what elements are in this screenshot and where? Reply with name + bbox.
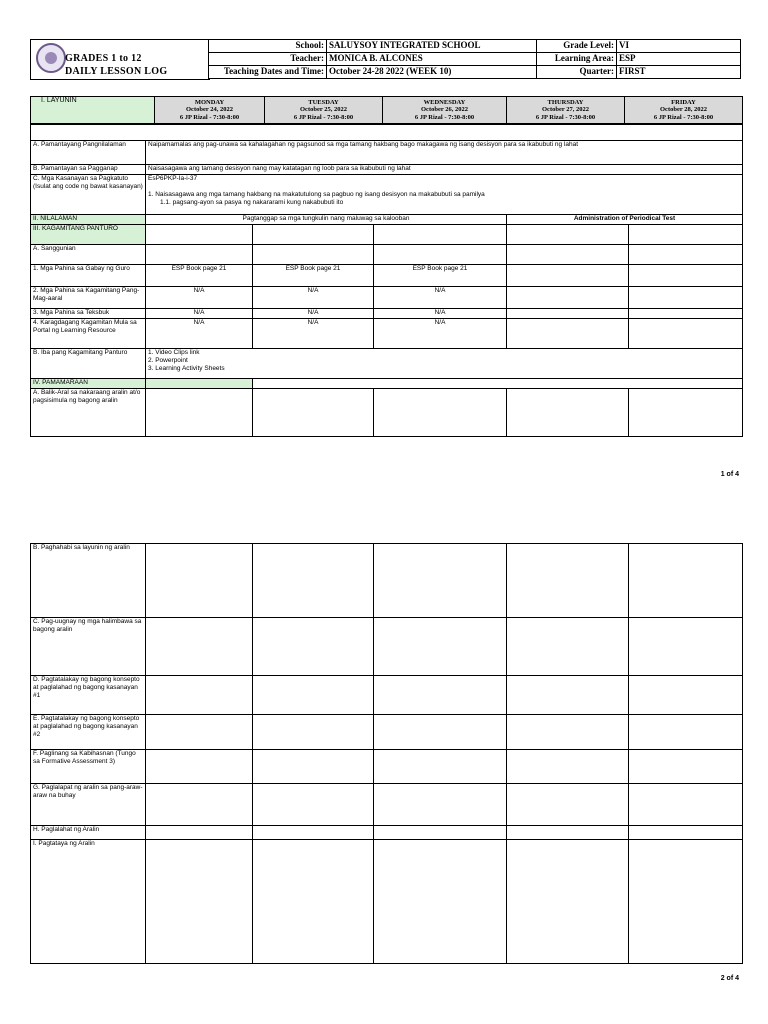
iba-pang-kagamitan-label: B. Iba pang Kagamitang Panturo [31,349,146,379]
list-item: 2. Powerpoint [148,357,188,364]
title-daily-lesson-log: DAILY LESSON LOG [65,66,168,77]
kasanayan-item-1: 1. Naisasagawa ang mga tamang hakbang na makatutulong sa pagbuo ng isang desisyon na makabubuti sa pamilya [148,191,485,198]
teksbuk-label: 3. Mga Pahina sa Teksbuk [31,309,146,319]
nilalaman-friday: Administration of Periodical Test [507,215,743,225]
pagtatalakay-1-label: D. Pagtatalakay ng bagong konsepto at paglalahad ng bagong kasanayan #1 [31,676,146,715]
day-time: 6 JP Rizal - 7:30-8:00 [179,113,240,121]
teksbuk-tuesday: N/A [253,309,374,319]
teksbuk-wednesday: N/A [374,309,507,319]
lesson-plan-table-page2 [30,543,743,964]
dates-label: Teaching Dates and Time: [209,66,327,79]
school-label: School: [209,40,327,53]
day-wednesday [383,97,507,124]
day-header-table [30,96,743,124]
day-time: 6 JP Rizal - 7:30-8:00 [414,113,475,121]
quarter-label: Quarter: [537,66,617,79]
day-time: 6 JP Rizal - 7:30-8:00 [535,113,596,121]
day-monday [155,97,265,124]
day-friday [625,97,743,124]
page-number: 1 of 4 [720,471,739,478]
day-date: October 28, 2022 [660,106,707,114]
day-name: FRIDAY [671,98,696,106]
page-number: 2 of 4 [720,975,739,982]
kagamitang-mag-aaral-label: 2. Mga Pahina sa Kagamitang Pang- Mag-aaral [31,287,146,309]
gabay-guro-label: 1. Mga Pahina sa Gabay ng Guro [31,265,146,287]
pamantayan-pagganap-text: Naisasagawa ang tamang desisyon nang may katatagan ng loob para sa ikabubuti ng lahat [146,165,743,175]
pamantayan-pagganap-label: B. Pamantayan sa Pagganap [31,165,146,175]
paglalapat-label: G. Paglalapat ng aralin sa pang-araw- araw na buhay [31,784,146,826]
iba-pang-kagamitan-list [146,349,743,379]
deped-seal-icon [36,43,66,73]
teacher-value: MONICA B. ALCONES [327,53,537,66]
list-item: 3. Learning Activity Sheets [148,365,225,372]
layunin-heading: I. LAYUNIN [31,97,155,124]
learning-area-label: Learning Area: [537,53,617,66]
dates-value: October 24-28 2022 (WEEK 10) [327,66,537,79]
quarter-value: FIRST [617,66,741,79]
karagdagang-tuesday: N/A [253,319,374,349]
karagdagang-wednesday: N/A [374,319,507,349]
mag-aaral-tuesday: N/A [253,287,374,309]
kasanayan-item-1-1: 1.1. pagsang-ayon sa pasya ng nakararami kung nakabubuti ito [160,199,344,206]
kasanayan-label: C. Mga Kasanayan sa Pagkatuto (Isulat ang code ng bawat kasanayan) [31,175,146,215]
day-name: TUESDAY [308,98,339,106]
school-value: SALUYSOY INTEGRATED SCHOOL [327,40,537,53]
day-date: October 25, 2022 [300,106,347,114]
mag-aaral-wednesday: N/A [374,287,507,309]
day-tuesday [265,97,383,124]
learning-area-value: ESP [617,53,741,66]
header-info-table [208,39,741,79]
day-time: 6 JP Rizal - 7:30-8:00 [653,113,714,121]
pamantayang-pangnilalaman-label: A. Pamantayang Pangnilalaman [31,141,146,165]
karagdagang-kagamitan-label: 4. Karagdagang Kagamitan Mula sa Portal ng Learning Resource [31,319,146,349]
gabay-guro-wednesday: ESP Book page 21 [374,265,507,287]
nilalaman-text: Pagtanggap sa mga tungkulin nang maluwag sa kalooban [146,215,507,225]
title-grades: GRADES 1 to 12 [65,53,142,64]
gabay-guro-monday: ESP Book page 21 [146,265,253,287]
pagtatalakay-2-label: E. Pagtatalakay ng bagong konsepto at paglalahad ng bagong kasanayan #2 [31,715,146,750]
day-name: MONDAY [194,98,225,106]
karagdagang-monday: N/A [146,319,253,349]
day-thursday [507,97,625,124]
day-date: October 26, 2022 [421,106,468,114]
kagamitang-panturo-label: III. KAGAMITANG PANTURO [31,225,146,245]
pamamaraan-label: IV. PAMAMARAAN [31,379,146,389]
day-date: October 27, 2022 [542,106,589,114]
pag-uugnay-label: C. Pag-uugnay ng mga halimbawa sa bagong aralin [31,618,146,676]
lesson-log-header [30,39,740,79]
teksbuk-monday: N/A [146,309,253,319]
grade-level-label: Grade Level: [537,40,617,53]
mag-aaral-monday: N/A [146,287,253,309]
pamantayang-pangnilalaman-text: Naipamamalas ang pag-unawa sa kahalagahan ng pagsunod sa mga tamang hakbang bago makagawa ng isang desisyon para sa ikabubuti ng lahat [146,141,743,165]
kasanayan-cell [146,175,743,215]
paglinang-label: F. Paglinang sa Kabihasnan (Tungo sa Formative Assessment 3) [31,750,146,784]
list-item: 1. Video Clips link [148,349,200,356]
lesson-plan-table-page1 [30,124,743,437]
day-name: THURSDAY [547,98,584,106]
title-block [30,39,210,80]
teacher-label: Teacher: [209,53,327,66]
day-date: October 24, 2022 [186,106,233,114]
paglalahat-label: H. Paglalahat ng Aralin [31,826,146,840]
kasanayan-code: EsP6PKP-Ia-i-37 [148,175,198,182]
pagtataya-label: I. Pagtataya ng Aralin [31,840,146,964]
gabay-guro-tuesday: ESP Book page 21 [253,265,374,287]
day-time: 6 JP Rizal - 7:30-8:00 [293,113,354,121]
grade-level-value: VI [617,40,741,53]
day-name: WEDNESDAY [423,98,466,106]
nilalaman-label: II. NILALAMAN [31,215,146,225]
blank-row [31,125,743,141]
balik-aral-label: A. Balik-Aral sa nakaraang aralin at/o pagsisimula ng bagong aralin [31,389,146,437]
sanggunian-label: A. Sanggunian [31,245,146,265]
paghahabi-label: B. Paghahabi sa layunin ng aralin [31,544,146,618]
